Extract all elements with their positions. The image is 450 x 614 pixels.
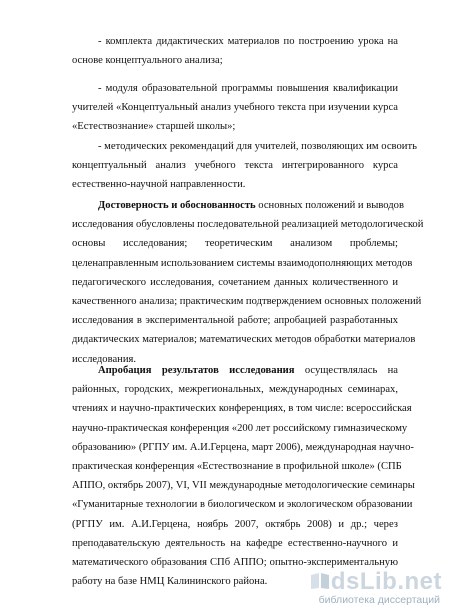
watermark-logo: dsLib.net [330, 568, 442, 595]
text-line: - комплекта дидактических материалов по построению урока на [98, 36, 398, 47]
watermark [292, 568, 442, 608]
watermark-subtitle: библиотека диссертаций [318, 594, 440, 606]
text-line: - методических рекомендаций для учителей, позволяющих им освоить [98, 141, 417, 152]
text-line: основе концептуального анализа; [72, 55, 223, 67]
book-icon [310, 572, 330, 590]
paragraph-3 [72, 137, 417, 195]
text-line: целенаправленным использованием системы взаимодополняющих методов [72, 257, 413, 269]
text-line: математического образования СПб АППО; опытно-экспериментальную [72, 557, 398, 569]
text-line: естественно-научной направленности. [72, 179, 246, 191]
text-line: исследования обусловлены последовательной реализацией методологической [72, 219, 424, 231]
text-line: учителей «Концептуальный анализ учебного текста при изучении курса [72, 102, 398, 114]
paragraph-1 [72, 32, 398, 70]
text-line: преподавательскую деятельность на кафедре естественно-научного и [72, 537, 398, 549]
text-line: дидактических материалов; математических методов обработки материалов [72, 334, 416, 346]
text-line: работу на базе НМЦ Калининского района. [72, 576, 268, 588]
text-line: чтениях и научно-практических конференциях, в том числе: всероссийская [72, 403, 412, 415]
text-line: концептуальный анализ учебного текста интегрированного курса [72, 160, 398, 172]
paragraph-2 [72, 79, 398, 137]
text-line: научно-практическая конференция «200 лет российскому гимназическому [72, 422, 408, 434]
text-line: качественного анализа; практическим подтверждением основных положений [72, 296, 422, 308]
text-line: практическая конференция «Естествознание в профильной школе» (СПБ [72, 461, 402, 473]
text-line [72, 196, 404, 215]
text-line: «Гуманитарные технологии в биологическом и экологическом образовании [72, 499, 413, 511]
text-fragment: основных положений и выводов [255, 200, 404, 211]
paragraph-reliability [72, 196, 424, 369]
reliability-heading: Достоверность и обоснованность [98, 200, 256, 211]
text-line: АППО, октябрь 2007), VI, VII международные методологические семинары [72, 480, 415, 492]
text-fragment: осуществлялась на [294, 365, 398, 376]
text-line: районных, городских, межрегиональных, международных семинарах, [72, 384, 398, 396]
text-line [72, 361, 398, 380]
text-line: (РГПУ им. А.И.Герцена, ноябрь 2007, октябрь 2008) и др.; через [72, 518, 398, 530]
text-line: педагогического исследования, сочетанием данных количественного и [72, 276, 398, 288]
approbation-heading: Апробация результатов исследования [98, 365, 295, 376]
text-line: образованию» (РГПУ им. А.И.Герцена, март 2006), международная научно- [72, 441, 414, 453]
text-line: исследования в экспериментальной работе; апробацией разработанных [72, 315, 398, 327]
paragraph-approbation [72, 361, 415, 591]
text-line: - модуля образовательной программы повышения квалификации [98, 83, 398, 94]
text-line: «Естествознание» старшей школы»; [72, 121, 236, 133]
text-line: исследования. [72, 353, 137, 365]
text-line: основы исследования; теоретическим анализом проблемы; [72, 238, 398, 250]
